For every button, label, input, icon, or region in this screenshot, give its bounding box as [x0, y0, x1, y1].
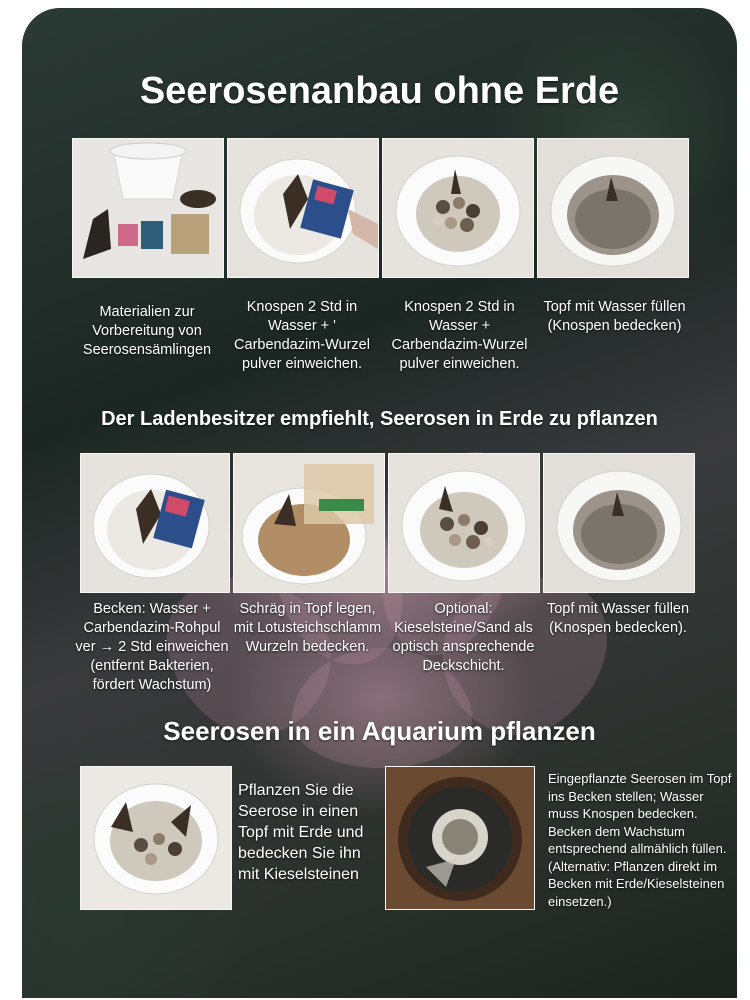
- photo-aquarium: [385, 766, 535, 910]
- photo-pot-mud: [233, 453, 385, 593]
- photo-pot-water: [537, 138, 689, 278]
- caption-step6: Schräg in Topf legen, mit Lotusteichschlamm Wurzeln bedecken.: [233, 601, 382, 655]
- caption-step8: Topf mit Wasser füllen (Knospen bedecken).: [546, 601, 690, 636]
- pot-mud-image: [234, 454, 384, 592]
- section3-text-right: Eingepflanzte Seerosen im Topf ins Becken stellen; Wasser muss Knospen bedecken. Becken dem Wachstum entsprechend allmählich füllen. (Alternativ: Pflanzen direkt im Becken mit Erde/Kieselsteinen einsetzen.): [548, 771, 732, 909]
- photo-materials: [72, 138, 224, 278]
- pebble-layer-image: [389, 454, 539, 592]
- section2-heading: Der Ladenbesitzer empfiehlt, Seerosen in Erde zu pflanzen: [101, 408, 658, 430]
- photo-pot-with-pebbles: [80, 766, 232, 910]
- photo-fill-water: [543, 453, 695, 593]
- caption-step7: Optional: Kieselsteine/Sand als optisch ansprechende Deckschicht.: [392, 601, 535, 674]
- photo-basin-soak: [80, 453, 230, 593]
- page-title: Seerosenanbau ohne Erde: [139, 70, 620, 112]
- section3-heading: Seerosen in ein Aquarium pflanzen: [163, 716, 596, 746]
- basin-soak-image: [81, 454, 229, 592]
- aquarium-image: [386, 767, 534, 909]
- pebbles-pot-image: [383, 139, 533, 277]
- pot-with-pebbles-image: [81, 767, 231, 909]
- caption-step4: Topf mit Wasser füllen (Knospen bedecken): [543, 299, 686, 334]
- section3-text-left: Pflanzen Sie die Seerose in einen Topf mit Erde und bedecken Sie ihn mit Kieselsteinen: [238, 782, 364, 883]
- caption-step1: Materialien zur Vorbereitung von Seerosensämlingen: [82, 304, 212, 358]
- photo-pebble-layer: [388, 453, 540, 593]
- pot-water-image: [538, 139, 688, 277]
- caption-step2: Knospen 2 Std in Wasser + ' Carbendazim-Wurzel pulver einweichen.: [234, 299, 370, 372]
- fill-water-image: [544, 454, 694, 592]
- caption-step3: Knospen 2 Std in Wasser + Carbendazim-Wurzel pulver einweichen.: [391, 299, 528, 372]
- materials-image: [73, 139, 223, 277]
- photo-soak-buds: [227, 138, 379, 278]
- soak-buds-image: [228, 139, 378, 277]
- infographic-card: [22, 8, 737, 998]
- caption-step5: Becken: Wasser + Carbendazim-Rohpul ver → 2 Std einweichen (entfernt Bakterien, fördert Wachstum): [75, 601, 229, 693]
- photo-pebbles-in-pot: [382, 138, 534, 278]
